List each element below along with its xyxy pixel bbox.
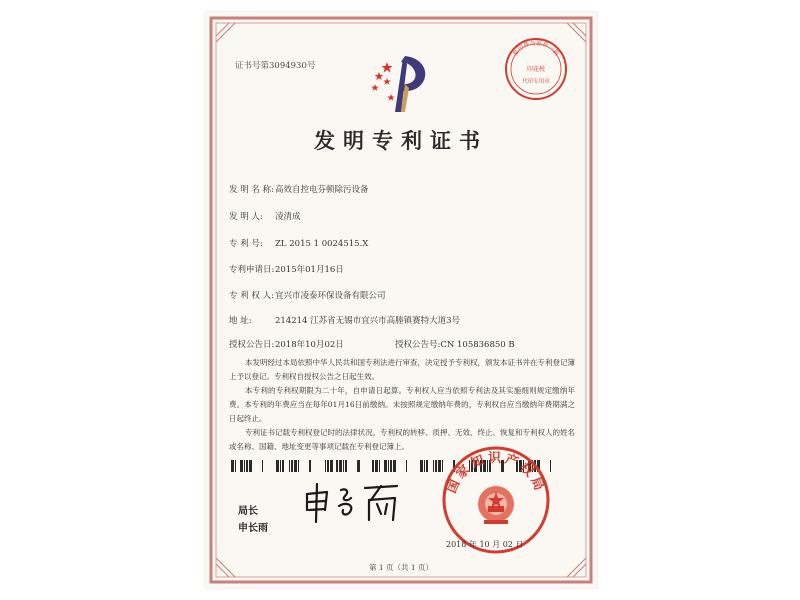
director-name-label: 申长雨 xyxy=(238,523,268,534)
barcode-bar xyxy=(244,460,245,472)
field-label: 专 利 权 人: xyxy=(229,291,274,301)
field-inventor xyxy=(229,210,301,222)
field-value: CN 105836850 B xyxy=(440,340,515,350)
barcode-bar xyxy=(289,460,290,472)
top-seal-icon xyxy=(503,36,569,102)
barcode-bar xyxy=(298,460,299,472)
barcode-bar xyxy=(435,460,437,472)
barcode-bar xyxy=(327,460,329,472)
field-value: 高效自控电芬顿除污设备 xyxy=(275,185,369,195)
field-value: 2015年01月16日 xyxy=(275,265,344,275)
field-grant-no xyxy=(395,338,515,350)
body-paragraph: 本发明经过本局依照中华人民共和国专利法进行审查，决定授予专利权，颁发本证书并在专利登记簿上予以登记。专利权自授权公告之日起生效。 xyxy=(229,358,575,381)
page-number: 第 1 页（共 1 页） xyxy=(368,563,434,572)
barcode-bar xyxy=(249,460,252,472)
director-title-label: 局长 xyxy=(238,506,258,517)
field-value: ZL 2015 1 0024515.X xyxy=(275,239,369,249)
barcode-bar xyxy=(379,460,380,472)
barcode-bar xyxy=(384,460,387,472)
barcode-bar xyxy=(372,460,374,472)
office-seal-ring-text: 国家知识产权局 xyxy=(444,451,548,496)
certificate-number: 证书号第3094930号 xyxy=(235,61,316,71)
field-address xyxy=(229,314,460,326)
barcode-bar xyxy=(426,460,428,472)
barcode-bar xyxy=(294,460,297,472)
barcode-bar xyxy=(325,460,326,472)
field-patent-no xyxy=(229,237,368,249)
barcode-bar xyxy=(240,460,243,472)
barcode-bar xyxy=(343,460,344,472)
field-invention-name xyxy=(229,183,369,195)
field-patentee xyxy=(229,289,386,301)
body-paragraph: 本专利的专利权期限为二十年，自申请日起算。专利权人应当依照专利法及其实施细则规定缴纳年费。本专利的年费应当在每年01月16日前缴纳。未按照规定缴纳年费的，专利权自应当缴纳年费期满之日起终止。 xyxy=(229,386,575,423)
body-paragraph: 专利证书记载专利权登记时的法律状况。专利权的转移、质押、无效、终止、恢复和专利权人的姓名或名称、国籍、地址变更等事项记载在专利登记簿上。 xyxy=(229,428,575,451)
barcode-bar xyxy=(276,460,279,472)
barcode-bar xyxy=(309,460,311,472)
national-emblem-icon xyxy=(478,486,514,524)
barcode-bar xyxy=(424,460,425,472)
barcode-bar xyxy=(330,460,333,472)
barcode-bar xyxy=(231,460,234,472)
barcode-bar xyxy=(235,460,236,472)
svg-text:复印件与原件一致 xyxy=(511,39,561,58)
field-label: 专 利 号: xyxy=(229,239,263,249)
seal-date: 2018 年 10 月 02 日 xyxy=(446,540,524,549)
field-value: 2018年10月02日 xyxy=(275,340,344,350)
barcode-bar xyxy=(375,460,378,472)
barcode-bar xyxy=(336,460,338,472)
field-label: 地 址: xyxy=(229,316,252,326)
barcode-bar xyxy=(291,460,293,472)
barcode-bar xyxy=(433,460,434,472)
field-label: 授权公告日: xyxy=(229,340,275,350)
barcode-bar xyxy=(406,460,407,472)
field-label: 发 明 名 称: xyxy=(229,185,274,195)
barcode-bar xyxy=(420,460,423,472)
top-seal-ring-text: 复印件与原件一致 xyxy=(511,39,561,58)
certificate-sheet xyxy=(205,12,597,588)
field-application-date xyxy=(229,263,344,275)
barcode-bar xyxy=(345,460,347,472)
cnipa-logo-icon xyxy=(365,54,435,116)
barcode-bar xyxy=(246,460,248,472)
field-grant-date xyxy=(229,338,344,350)
barcode-bar xyxy=(339,460,342,472)
field-label: 发 明 人: xyxy=(229,212,263,222)
barcode-bar xyxy=(388,460,389,472)
top-seal-center-text: 印花税 xyxy=(526,66,546,73)
barcode-bar xyxy=(393,460,396,472)
certificate-title: 发明专利证书 xyxy=(314,128,488,153)
certificate-body-text xyxy=(229,356,575,454)
barcode-bar xyxy=(357,460,360,472)
barcode-bar xyxy=(390,460,392,472)
barcode-bar xyxy=(280,460,281,472)
top-seal-bottom-text: 代印专用章 xyxy=(522,79,550,85)
field-value: 凌清成 xyxy=(275,212,301,222)
field-label: 专利申请日: xyxy=(229,265,275,275)
field-label: 授权公告号: xyxy=(395,340,441,350)
barcode-bar xyxy=(262,460,263,472)
barcode-bar xyxy=(282,460,284,472)
field-value: 宜兴市凌泰环保设备有限公司 xyxy=(275,291,386,301)
director-signature-icon xyxy=(301,480,411,526)
field-value: 214214 江苏省无锡市宜兴市高塍镇赛特大道3号 xyxy=(275,316,461,326)
